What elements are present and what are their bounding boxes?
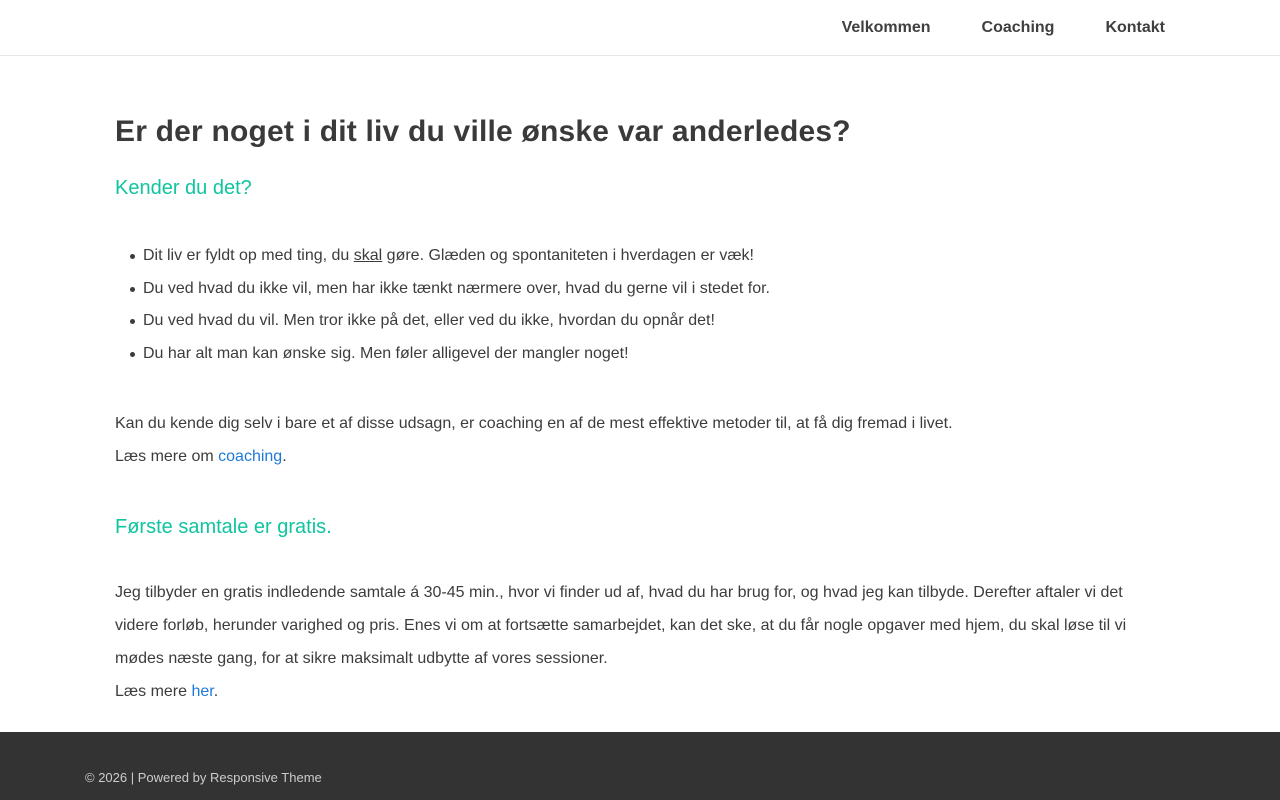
footer-copyright (85, 770, 1280, 785)
bullet-text: gøre. Glæden og spontaniteten i hverdagen er væk! (382, 247, 754, 264)
bullet-text: Du ved hvad du vil. Men tror ikke på det, eller ved du ikke, hvordan du opnår det! (143, 312, 715, 329)
page-title: Er der noget i dit liv du ville ønske var anderledes? (115, 115, 851, 148)
section-heading-kender-du-det: Kender du det? (115, 177, 252, 199)
bullet-text: Du ved hvad du ikke vil, men har ikke tænkt nærmere over, hvad du gerne vil i stedet for. (143, 279, 770, 297)
main-nav (842, 0, 1165, 56)
list-item (115, 240, 1165, 273)
copyright-text: © 2026 | Powered by (85, 770, 210, 785)
nav-item-coaching[interactable]: Coaching (981, 18, 1055, 36)
list-item (115, 273, 1165, 306)
symptom-bullet-list (115, 240, 1165, 370)
nav-item-velkommen[interactable]: Velkommen (841, 18, 931, 36)
coaching-link[interactable]: coaching (218, 448, 283, 465)
site-header (0, 0, 1280, 56)
read-more-coaching-line (115, 440, 1165, 473)
list-item (115, 338, 1165, 371)
gratis-samtale-paragraph: Jeg tilbyder en gratis indledende samtale á 30-45 min., hvor vi finder ud af, hvad du har brug for, og hvad jeg kan tilbyde. Derefter aftaler vi det videre forløb, herunder varighed og pris. Enes vi om at fortsætte samarbejdet, kan det ske, at du får nogle opgaver med hjem, du skal løse til vi mødes næste gang, for at sikre maksimalt udbytte af vores sessioner. (115, 584, 1127, 667)
read-more-punctuation: . (213, 683, 219, 700)
read-more-text: Læs mere (115, 683, 192, 700)
bullet-text: Dit liv er fyldt op med ting, du (143, 247, 354, 264)
bullet-text: Du har alt man kan ønske sig. Men føler alligevel der mangler noget! (143, 344, 629, 362)
main-content (0, 56, 1280, 732)
read-more-punctuation: . (282, 448, 287, 465)
read-more-text: Læs mere om (115, 448, 219, 465)
nav-item-kontakt[interactable]: Kontakt (1105, 18, 1165, 36)
list-item (115, 305, 1165, 338)
read-more-her-line (115, 675, 1165, 708)
site-footer (0, 732, 1280, 800)
intro-paragraph: Kan du kende dig selv i bare et af disse udsagn, er coaching en af de mest effektive metoder til, at få dig fremad i livet. (115, 415, 953, 432)
her-link[interactable]: her (191, 683, 214, 700)
section-heading-gratis-samtale: Første samtale er gratis. (115, 516, 332, 538)
responsive-theme-link[interactable]: Responsive Theme (209, 770, 322, 785)
bullet-text-underlined: skal (353, 247, 383, 264)
